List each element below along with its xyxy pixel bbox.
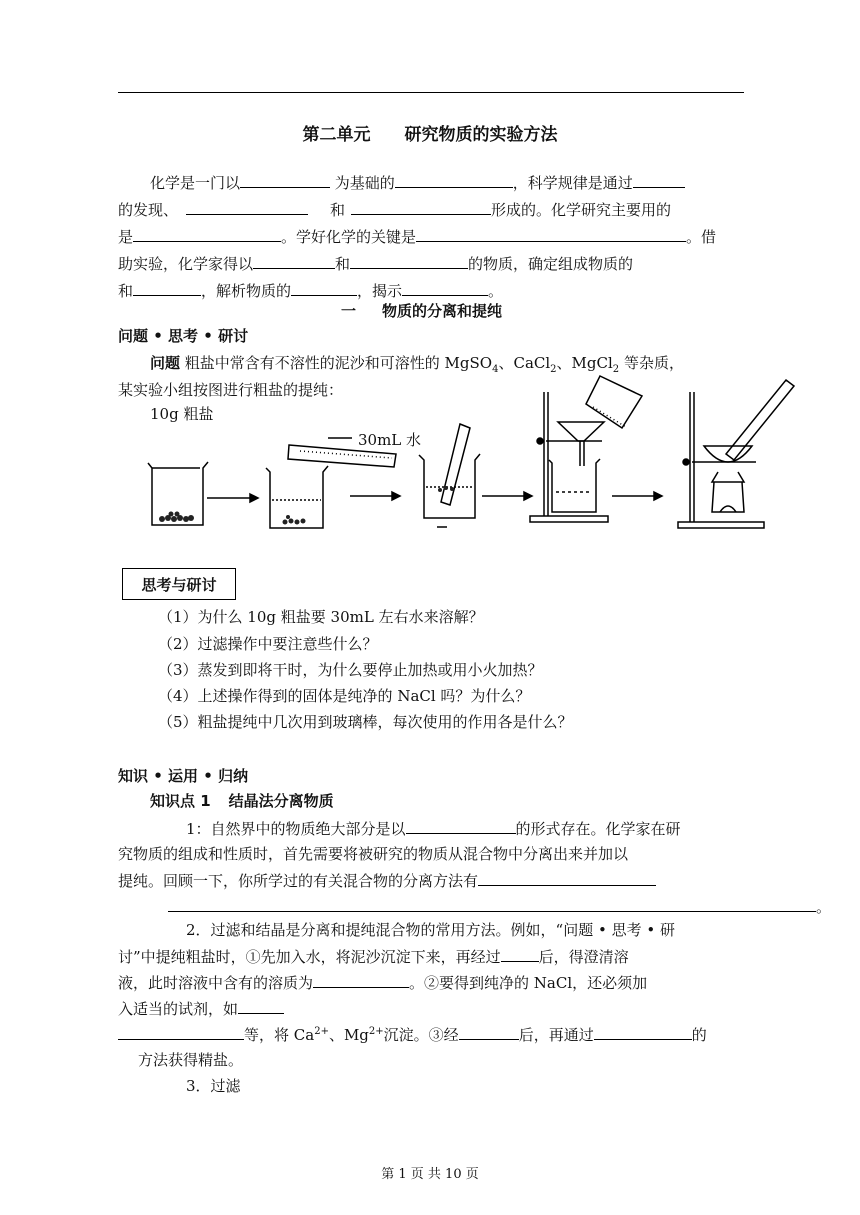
question-4: （4）上述操作得到的固体是纯净的 NaCl 吗？为什么？ [158,687,531,705]
evaporation-setup [678,380,794,528]
page-footer: 第 1 页 共 10 页 [381,1167,479,1182]
knowledge-point-1: 知识点 1 结晶法分离物质 [150,792,334,810]
p1-line-1: 1：自然界中的物质绝大部分是以 的形式存在。化学家在研 [186,820,681,838]
question-5: （5）粗盐提纯中几次用到玻璃棒，每次使用的作用各是什么？ [158,713,573,731]
p2-line-2: 讨”中提纯粗盐时，①先加入水，将泥沙沉淀下来，再经过 后，得澄清溶 [118,948,629,966]
p1-line-2: 究物质的组成和性质时，首先需要将被研究的物质从混合物中分离出来并加以 [118,845,629,863]
filtration-setup [530,376,642,522]
p1-line-4: 。 [168,896,831,917]
problem-line-2: 某实验小组按图进行粗盐的提纯： [118,381,344,399]
beaker-salt [148,462,208,525]
section-heading: 一 物质的分离和提纯 [341,302,503,320]
intro-line-2: 的发现、 和 形成的。化学研究主要用的 [118,201,672,219]
intro-line-4: 助实验，化学家得以 和 的物质，确定组成物质的 [118,255,634,273]
p2-line-3: 液，此时溶液中含有的溶质为 。②要得到纯净的 NaCl，还必须加 [118,974,648,992]
intro-line-5: 和 ，解析物质的 ，揭示 。 [118,282,504,300]
arrow-step-4 [612,492,662,500]
problem-line-1: 问题 粗盐中常含有不溶性的泥沙和可溶性的 MgSO$_4$、CaCl$_2$、MgCl$_2$ 等杂质， [150,354,684,375]
p3-heading: 3．过滤 [186,1077,241,1095]
arrow-step-2 [350,492,400,500]
p2-line-5: 等，将 $Ca^{2+}$、$Mg^{2+}$沉淀。③经 后，再通过 的 [118,1024,707,1045]
purification-apparatus-figure [0,0,860,560]
p2-line-4: 入适当的试剂，如 [118,998,284,1019]
title-topic: 研究物质的实验方法 [404,125,558,145]
beaker-stirring [419,424,480,527]
question-2: （2）过滤操作中要注意些什么？ [158,635,378,653]
heading-knowledge: 知识 • 运用 • 归纳 [118,767,249,785]
water-label: 30mL 水 [358,431,422,449]
arrow-step-3 [482,492,532,500]
heading-problem-think-discuss: 问题 • 思考 • 研讨 [118,327,249,345]
p2-line-1: 2．过滤和结晶是分离和提纯混合物的常用方法。例如，“问题 • 思考 • 研 [186,921,675,939]
p1-line-3: 提纯。回顾一下，你所学过的有关混合物的分离方法有 [118,870,656,891]
question-3: （3）蒸发到即将干时，为什么要停止加热或用小火加热？ [158,661,543,679]
think-discuss-box: 思考与研讨 [122,568,236,600]
beaker-with-cylinder [266,438,396,528]
intro-line-3: 是 。学好化学的关键是 。借 [118,228,717,246]
question-1: （1）为什么 10g 粗盐要 30mL 左右水来溶解？ [158,608,484,626]
title-unit: 第二单元 [302,125,371,145]
p2-line-6: 方法获得精盐。 [138,1051,244,1069]
intro-line-1: 化学是一门以 为基础的 ，科学规律是通过 [150,172,685,193]
arrow-step-1 [207,494,258,502]
salt-label: 10g 粗盐 [150,405,214,423]
